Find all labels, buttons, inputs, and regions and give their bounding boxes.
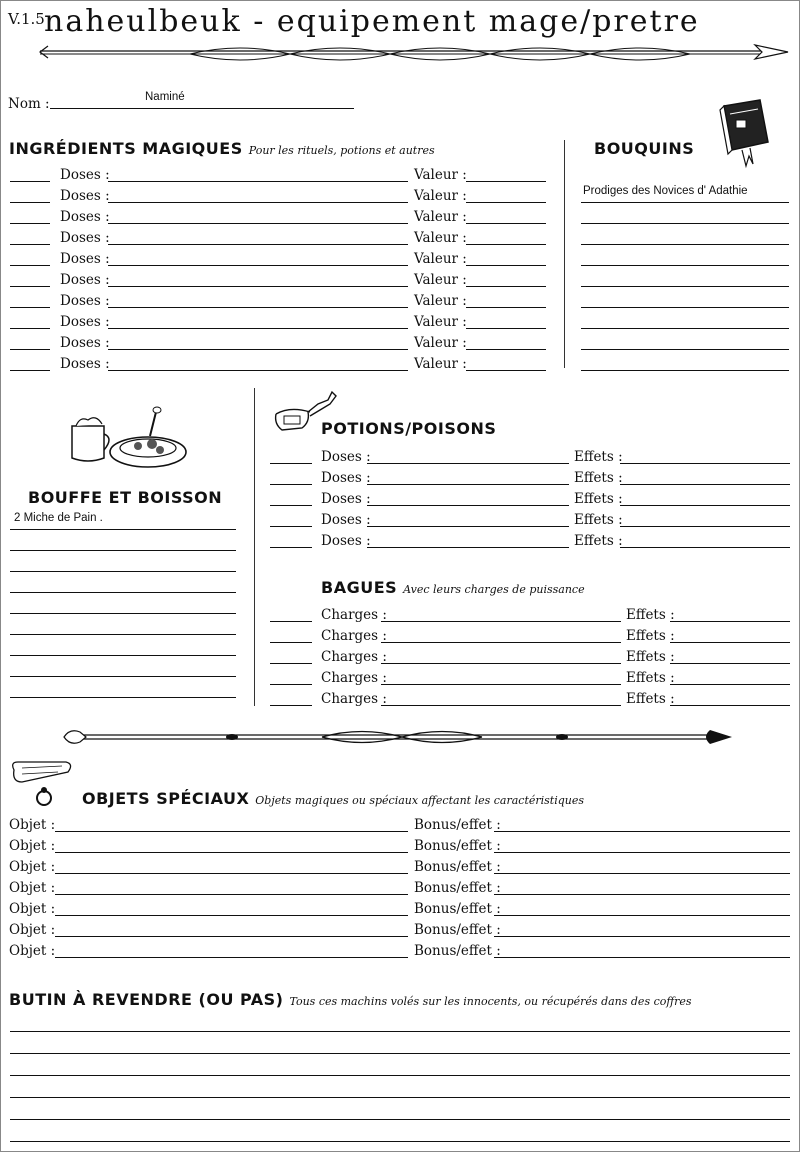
objet-label: Objet : xyxy=(9,859,56,875)
bagues-subtitle: Avec leurs charges de puissance xyxy=(403,583,585,596)
ingredients-subtitle: Pour les rituels, potions et autres xyxy=(248,144,435,157)
ingredient-value-field[interactable] xyxy=(466,307,546,308)
version-label: V.1.5 xyxy=(8,10,45,28)
bouquin-field[interactable] xyxy=(581,265,789,266)
doses-label: Doses : xyxy=(60,209,110,225)
potion-name-field[interactable] xyxy=(367,463,569,464)
doses-label: Doses : xyxy=(321,449,371,465)
bouffe-field[interactable] xyxy=(10,655,236,656)
nom-value[interactable]: Naminé xyxy=(145,91,185,103)
bague-name-field[interactable] xyxy=(381,684,621,685)
potion-effect-field[interactable] xyxy=(620,526,790,527)
butin-field[interactable] xyxy=(10,1141,790,1142)
bagues-heading xyxy=(321,578,585,597)
bague-name-field[interactable] xyxy=(381,642,621,643)
bouquin-field[interactable] xyxy=(581,370,789,371)
bonus-label: Bonus/effet : xyxy=(414,859,501,875)
doses-label: Doses : xyxy=(60,251,110,267)
butin-field[interactable] xyxy=(10,1031,790,1032)
ingredient-value-field[interactable] xyxy=(466,328,546,329)
potion-effect-field[interactable] xyxy=(620,547,790,548)
butin-field[interactable] xyxy=(10,1097,790,1098)
bague-effect-field[interactable] xyxy=(670,642,790,643)
bouquin-field[interactable] xyxy=(581,223,789,224)
food-icon xyxy=(68,406,188,472)
ingredient-value-field[interactable] xyxy=(466,202,546,203)
bague-effect-field[interactable] xyxy=(670,684,790,685)
ingredient-name-field[interactable] xyxy=(108,223,408,224)
staff-ornament-icon xyxy=(62,724,734,750)
ingredient-qty-field[interactable] xyxy=(10,244,50,245)
bouquin-field[interactable] xyxy=(581,286,789,287)
objet-bonus-field[interactable] xyxy=(494,831,790,832)
header-ornament-icon xyxy=(40,40,790,70)
objet-name-field[interactable] xyxy=(55,894,408,895)
bague-effect-field[interactable] xyxy=(670,705,790,706)
butin-heading xyxy=(9,990,692,1009)
potion-qty-field[interactable] xyxy=(270,463,312,464)
ingredient-qty-field[interactable] xyxy=(10,202,50,203)
doses-label: Doses : xyxy=(60,230,110,246)
butin-field[interactable] xyxy=(10,1119,790,1120)
book-icon xyxy=(716,98,774,168)
potion-qty-field[interactable] xyxy=(270,505,312,506)
nom-label: Nom : xyxy=(8,96,50,112)
ingredients-title: INGRÉDIENTS MAGIQUES xyxy=(9,139,243,158)
objets-title: OBJETS SPÉCIAUX xyxy=(82,789,250,808)
bague-name-field[interactable] xyxy=(381,705,621,706)
charges-label: Charges : xyxy=(321,691,387,707)
potion-effect-field[interactable] xyxy=(620,463,790,464)
doses-label: Doses : xyxy=(321,470,371,486)
doses-label: Doses : xyxy=(321,512,371,528)
valeur-label: Valeur : xyxy=(414,335,467,351)
objet-name-field[interactable] xyxy=(55,936,408,937)
bouquin-field[interactable] xyxy=(581,307,789,308)
nom-field[interactable] xyxy=(50,108,354,109)
bouquins-title: BOUQUINS xyxy=(594,139,695,158)
page-title: naheulbeuk - equipement mage/pretre xyxy=(44,4,700,39)
valeur-label: Valeur : xyxy=(414,188,467,204)
bouffe-field[interactable] xyxy=(10,697,236,698)
valeur-label: Valeur : xyxy=(414,314,467,330)
objet-bonus-field[interactable] xyxy=(494,957,790,958)
effets-label: Effets : xyxy=(574,491,623,507)
ingredient-value-field[interactable] xyxy=(466,349,546,350)
objets-subtitle: Objets magiques ou spéciaux affectant les caractéristiques xyxy=(255,794,585,807)
bouffe-field[interactable] xyxy=(10,592,236,593)
doses-label: Doses : xyxy=(60,314,110,330)
ingredient-qty-field[interactable] xyxy=(10,286,50,287)
ingredient-qty-field[interactable] xyxy=(10,328,50,329)
doses-label: Doses : xyxy=(60,167,110,183)
bague-qty-field[interactable] xyxy=(270,684,312,685)
bonus-label: Bonus/effet : xyxy=(414,817,501,833)
valeur-label: Valeur : xyxy=(414,356,467,372)
bouquin-field[interactable] xyxy=(581,244,789,245)
scroll-ring-icon xyxy=(8,758,78,810)
doses-label: Doses : xyxy=(321,533,371,549)
valeur-label: Valeur : xyxy=(414,251,467,267)
bague-qty-field[interactable] xyxy=(270,621,312,622)
bague-effect-field[interactable] xyxy=(670,621,790,622)
ingredient-name-field[interactable] xyxy=(108,202,408,203)
objet-label: Objet : xyxy=(9,817,56,833)
bonus-label: Bonus/effet : xyxy=(414,901,501,917)
doses-label: Doses : xyxy=(60,356,110,372)
effets-label: Effets : xyxy=(574,512,623,528)
divider-bouffe-potions xyxy=(254,388,255,706)
objet-label: Objet : xyxy=(9,880,56,896)
potion-name-field[interactable] xyxy=(367,547,569,548)
ingredient-qty-field[interactable] xyxy=(10,307,50,308)
potion-effect-field[interactable] xyxy=(620,484,790,485)
bague-effect-field[interactable] xyxy=(670,663,790,664)
ingredient-value-field[interactable] xyxy=(466,286,546,287)
bonus-label: Bonus/effet : xyxy=(414,922,501,938)
potions-title: POTIONS/POISONS xyxy=(321,419,497,438)
effets-label: Effets : xyxy=(626,691,675,707)
ingredients-heading xyxy=(9,139,435,158)
effets-label: Effets : xyxy=(574,449,623,465)
doses-label: Doses : xyxy=(60,293,110,309)
effets-label: Effets : xyxy=(626,670,675,686)
valeur-label: Valeur : xyxy=(414,209,467,225)
ingredient-value-field[interactable] xyxy=(466,244,546,245)
objet-label: Objet : xyxy=(9,943,56,959)
bouffe-field[interactable] xyxy=(10,529,236,530)
objet-bonus-field[interactable] xyxy=(494,894,790,895)
ingredient-value-field[interactable] xyxy=(466,265,546,266)
bague-qty-field[interactable] xyxy=(270,642,312,643)
objet-label: Objet : xyxy=(9,838,56,854)
bouffe-field[interactable] xyxy=(10,550,236,551)
charges-label: Charges : xyxy=(321,607,387,623)
doses-label: Doses : xyxy=(60,188,110,204)
bouquin-field[interactable] xyxy=(581,328,789,329)
objet-name-field[interactable] xyxy=(55,852,408,853)
bouffe-field[interactable] xyxy=(10,571,236,572)
bagues-title: BAGUES xyxy=(321,578,398,597)
ingredient-name-field[interactable] xyxy=(108,181,408,182)
doses-label: Doses : xyxy=(60,272,110,288)
objet-name-field[interactable] xyxy=(55,873,408,874)
effets-label: Effets : xyxy=(626,628,675,644)
ingredient-qty-field[interactable] xyxy=(10,349,50,350)
butin-title: BUTIN À REVENDRE (OU PAS) xyxy=(9,990,284,1009)
ingredient-name-field[interactable] xyxy=(108,370,408,371)
doses-label: Doses : xyxy=(60,335,110,351)
objet-label: Objet : xyxy=(9,901,56,917)
ingredient-name-field[interactable] xyxy=(108,265,408,266)
ingredient-qty-field[interactable] xyxy=(10,223,50,224)
effets-label: Effets : xyxy=(626,607,675,623)
bonus-label: Bonus/effet : xyxy=(414,880,501,896)
objet-bonus-field[interactable] xyxy=(494,852,790,853)
bouffe-field[interactable] xyxy=(10,613,236,614)
bouffe-field[interactable] xyxy=(10,676,236,677)
ingredient-name-field[interactable] xyxy=(108,328,408,329)
potion-name-field[interactable] xyxy=(367,484,569,485)
objet-name-field[interactable] xyxy=(55,831,408,832)
butin-field[interactable] xyxy=(10,1053,790,1054)
potion-qty-field[interactable] xyxy=(270,484,312,485)
objet-bonus-field[interactable] xyxy=(494,873,790,874)
charges-label: Charges : xyxy=(321,628,387,644)
objet-name-field[interactable] xyxy=(55,957,408,958)
ingredient-name-field[interactable] xyxy=(108,286,408,287)
valeur-label: Valeur : xyxy=(414,293,467,309)
bouffe-entry[interactable]: 2 Miche de Pain . xyxy=(14,512,103,524)
potion-qty-field[interactable] xyxy=(270,526,312,527)
bague-name-field[interactable] xyxy=(381,621,621,622)
bague-name-field[interactable] xyxy=(381,663,621,664)
charges-label: Charges : xyxy=(321,649,387,665)
objets-heading xyxy=(82,789,584,808)
butin-field[interactable] xyxy=(10,1075,790,1076)
ingredient-qty-field[interactable] xyxy=(10,370,50,371)
ingredient-qty-field[interactable] xyxy=(10,181,50,182)
butin-subtitle: Tous ces machins volés sur les innocents, ou récupérés dans des coffres xyxy=(289,995,692,1008)
bague-qty-field[interactable] xyxy=(270,663,312,664)
ingredient-value-field[interactable] xyxy=(466,181,546,182)
bouffe-field[interactable] xyxy=(10,634,236,635)
objet-bonus-field[interactable] xyxy=(494,936,790,937)
bonus-label: Bonus/effet : xyxy=(414,943,501,959)
effets-label: Effets : xyxy=(574,533,623,549)
effets-label: Effets : xyxy=(626,649,675,665)
potion-effect-field[interactable] xyxy=(620,505,790,506)
ingredient-qty-field[interactable] xyxy=(10,265,50,266)
potion-name-field[interactable] xyxy=(367,526,569,527)
charges-label: Charges : xyxy=(321,670,387,686)
ingredient-name-field[interactable] xyxy=(108,349,408,350)
effets-label: Effets : xyxy=(574,470,623,486)
bouffe-title: BOUFFE ET BOISSON xyxy=(28,488,223,507)
doses-label: Doses : xyxy=(321,491,371,507)
bague-qty-field[interactable] xyxy=(270,705,312,706)
potion-qty-field[interactable] xyxy=(270,547,312,548)
divider-ingredients-bouquins xyxy=(564,140,565,368)
objet-bonus-field[interactable] xyxy=(494,915,790,916)
bouquin-field[interactable] xyxy=(581,349,789,350)
ingredient-value-field[interactable] xyxy=(466,223,546,224)
potion-name-field[interactable] xyxy=(367,505,569,506)
ingredient-name-field[interactable] xyxy=(108,307,408,308)
objet-name-field[interactable] xyxy=(55,915,408,916)
ingredient-name-field[interactable] xyxy=(108,244,408,245)
valeur-label: Valeur : xyxy=(414,167,467,183)
bouquin-entry[interactable]: Prodiges des Novices d' Adathie xyxy=(583,185,748,197)
objet-label: Objet : xyxy=(9,922,56,938)
bouquin-field[interactable] xyxy=(581,202,789,203)
valeur-label: Valeur : xyxy=(414,272,467,288)
valeur-label: Valeur : xyxy=(414,230,467,246)
bonus-label: Bonus/effet : xyxy=(414,838,501,854)
ingredient-value-field[interactable] xyxy=(466,370,546,371)
